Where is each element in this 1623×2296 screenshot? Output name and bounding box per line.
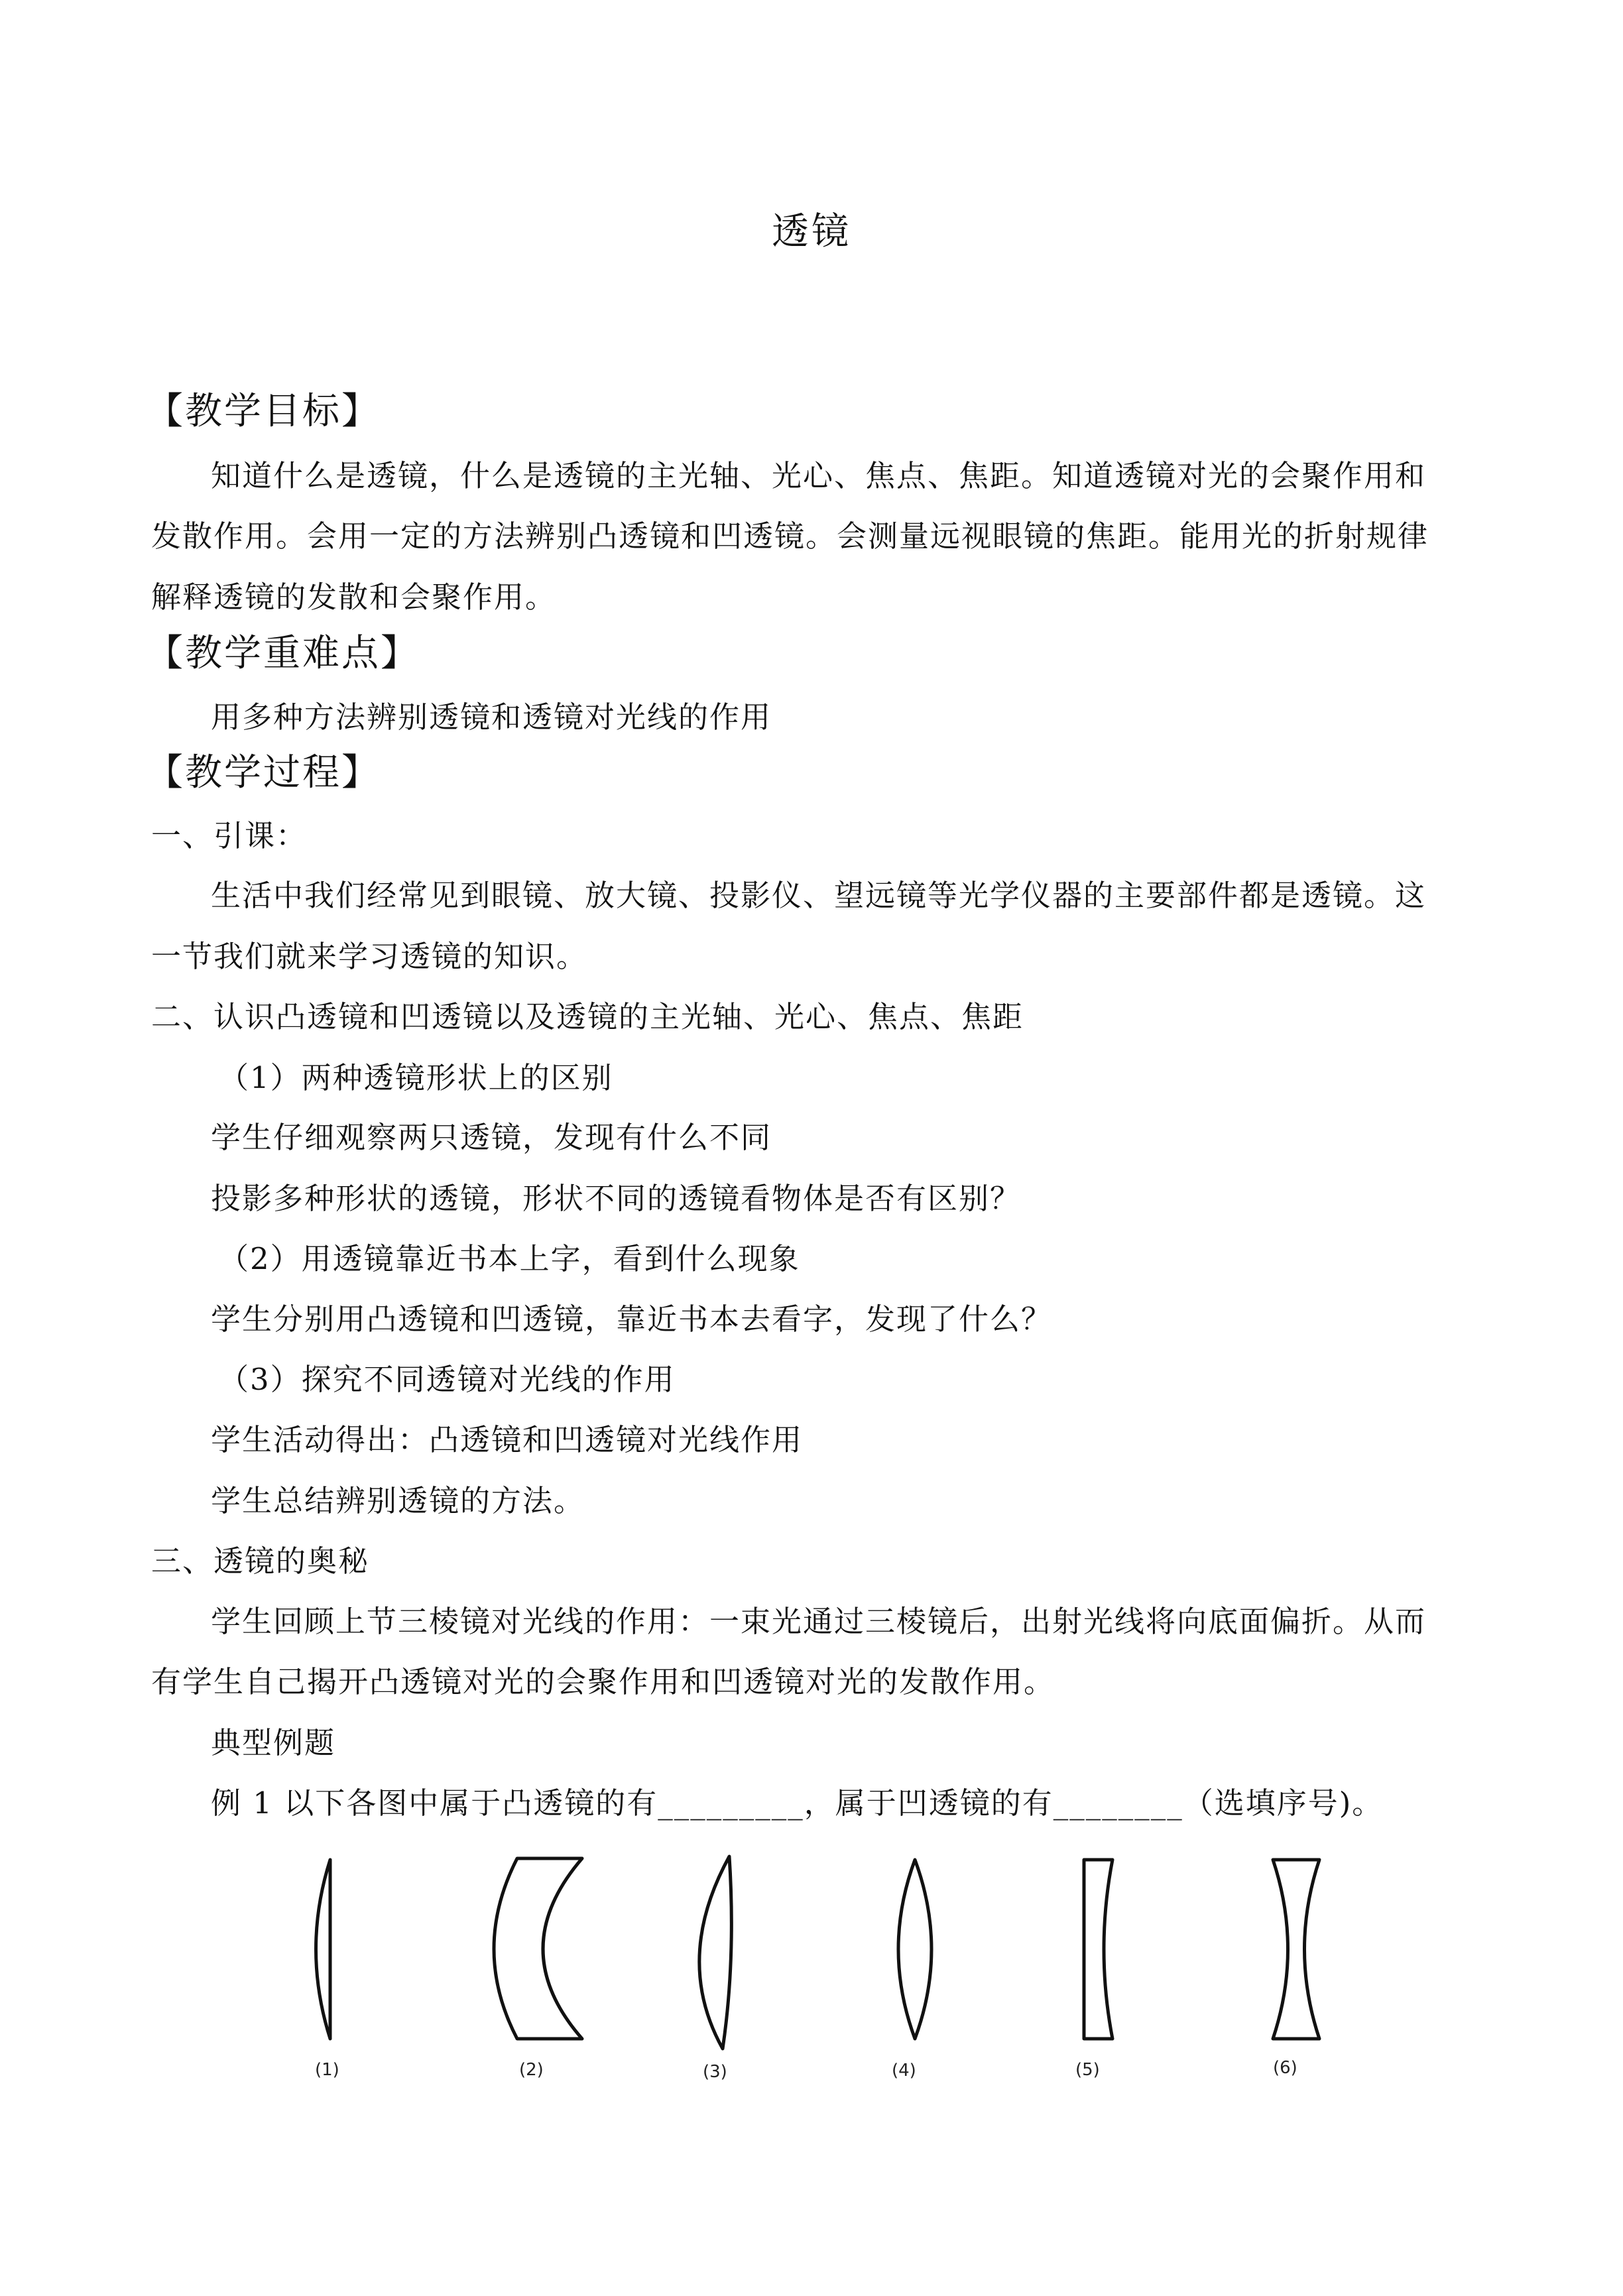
lens-4-biconvex: [898, 1860, 932, 2039]
part3-line-2: 有学生自己揭开凸透镜对光的会聚作用和凹透镜对光的发散作用。: [151, 1664, 1055, 1699]
lens-label-2: (2): [519, 2060, 544, 2080]
lens-label-1: (1): [315, 2060, 339, 2080]
goals-line-3: 解释透镜的发散和会聚作用。: [151, 579, 557, 615]
part2-line-8: 学生总结辨别透镜的方法。: [211, 1483, 585, 1518]
process-heading: 【教学过程】: [146, 751, 381, 794]
lens-label-6: (6): [1273, 2058, 1297, 2078]
lens-label-3: (3): [703, 2062, 727, 2082]
part1-line-2: 一节我们就来学习透镜的知识。: [151, 939, 588, 974]
lens-label-5: (5): [1075, 2060, 1100, 2080]
lens-1-plano-convex: [316, 1860, 331, 2039]
part2-item-2: （2）用透镜靠近书本上字，看到什么现象: [219, 1241, 800, 1276]
part3-heading: 三、透镜的奥秘: [151, 1543, 370, 1579]
part1-line-1: 生活中我们经常见到眼镜、放大镜、投影仪、望远镜等光学仪器的主要部件都是透镜。这: [211, 878, 1427, 913]
lens-6-biconcave: [1273, 1860, 1319, 2039]
goals-heading: 【教学目标】: [146, 390, 381, 433]
part2-item-3: （3）探究不同透镜对光线的作用: [219, 1362, 676, 1397]
part1-heading: 一、引课：: [151, 818, 308, 853]
part2-heading: 二、认识凸透镜和凹透镜以及透镜的主光轴、光心、焦点、焦距: [151, 999, 1024, 1034]
key-points-text: 用多种方法辨别透镜和透镜对光线的作用: [211, 699, 772, 735]
examples-heading: 典型例题: [211, 1725, 336, 1760]
part3-line-1: 学生回顾上节三棱镜对光线的作用：一束光通过三棱镜后，出射光线将向底面偏折。从而: [211, 1604, 1427, 1639]
lens-3-convex-meniscus: [699, 1856, 731, 2049]
lens-2-meniscus: [494, 1858, 582, 2039]
part2-line-3: 投影多种形状的透镜，形状不同的透镜看物体是否有区别？: [211, 1181, 1022, 1216]
lens-diagram: [265, 1827, 1392, 2092]
example-1-question: 例 1 以下各图中属于凸透镜的有_________，属于凹透镜的有________（选填序号)。: [211, 1785, 1384, 1821]
part2-line-5: 学生分别用凸透镜和凹透镜，靠近书本去看字，发现了什么？: [211, 1301, 1053, 1337]
part2-item-1: （1）两种透镜形状上的区别: [219, 1060, 613, 1095]
page-title: 透镜: [772, 210, 851, 253]
goals-line-1: 知道什么是透镜，什么是透镜的主光轴、光心、焦点、焦距。知道透镜对光的会聚作用和: [211, 458, 1427, 493]
part2-line-7: 学生活动得出：凸透镜和凹透镜对光线作用: [211, 1422, 804, 1457]
lens-figure: [265, 1827, 1392, 2092]
goals-line-2: 发散作用。会用一定的方法辨别凸透镜和凹透镜。会测量远视眼镜的焦距。能用光的折射规律: [151, 518, 1429, 554]
part2-line-2: 学生仔细观察两只透镜，发现有什么不同: [211, 1120, 772, 1155]
key-points-heading: 【教学重难点】: [146, 632, 420, 675]
lens-5-plano-concave: [1084, 1860, 1112, 2039]
lens-label-4: (4): [892, 2061, 916, 2081]
